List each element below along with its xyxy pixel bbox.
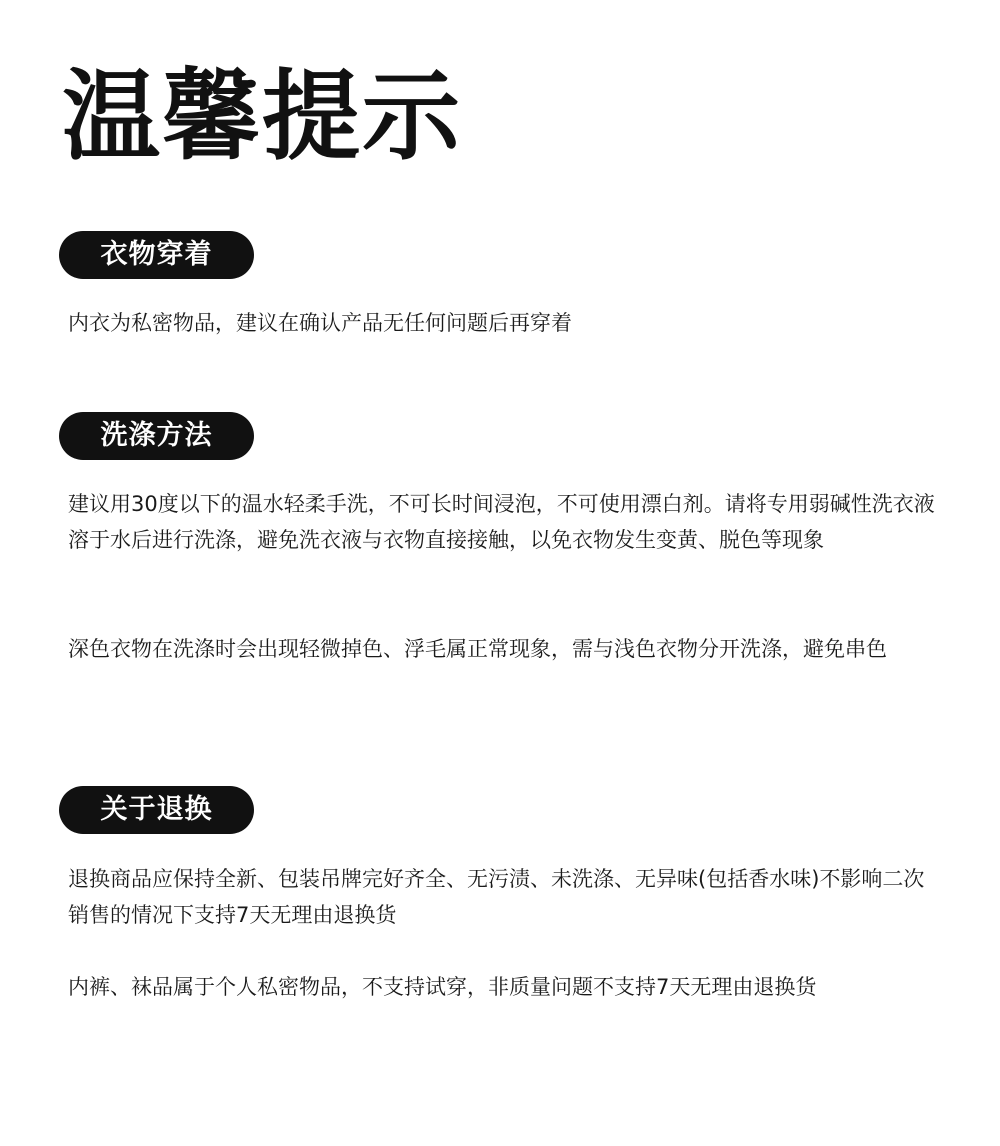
section-text-returns-1: 退换商品应保持全新、包装吊牌完好齐全、无污渍、未洗涤、无异味(包括香水味)不影响二次销售的情况下支持7天无理由退换货	[68, 867, 925, 927]
section-text-washing-method-2: 深色衣物在洗涤时会出现轻微掉色、浮毛属正常现象，需与浅色衣物分开洗涤，避免串色	[68, 637, 887, 661]
section-heading-returns: 关于退换	[59, 786, 254, 834]
section-heading-washing-method: 洗涤方法	[59, 412, 254, 460]
section-text-returns-2: 内裤、袜品属于个人私密物品，不支持试穿，非质量问题不支持7天无理由退换货	[68, 975, 817, 999]
section-text-clothing-wear: 内衣为私密物品，建议在确认产品无任何问题后再穿着	[68, 311, 572, 335]
section-text-washing-method-1: 建议用30度以下的温水轻柔手洗，不可长时间浸泡，不可使用漂白剂。请将专用弱碱性洗衣液溶于水后进行洗涤，避免洗衣液与衣物直接接触，以免衣物发生变黄、脱色等现象	[68, 492, 935, 552]
section-heading-clothing-wear: 衣物穿着	[59, 231, 254, 279]
page-title: 温馨提示	[62, 60, 463, 174]
